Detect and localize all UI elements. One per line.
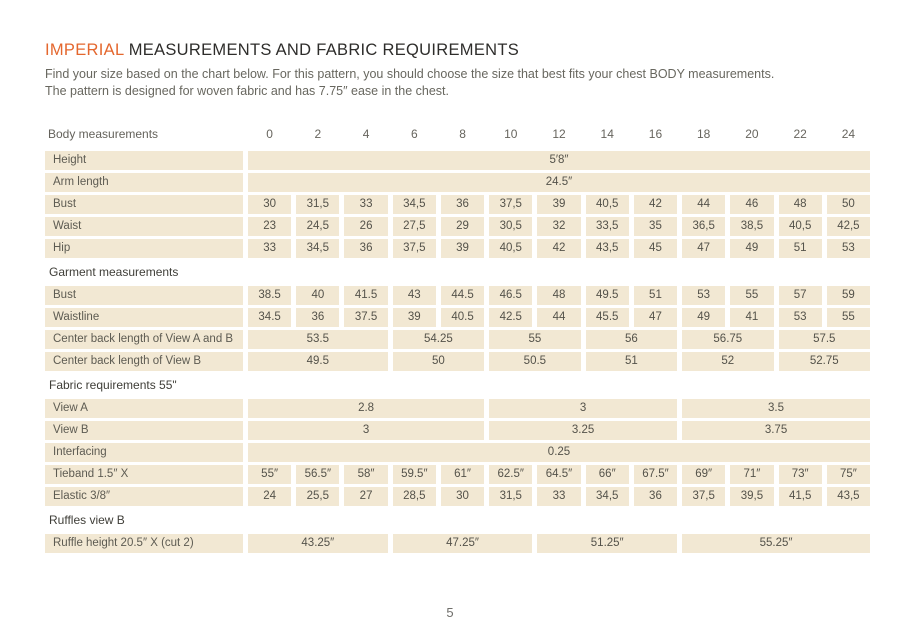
size-column-header: 4 xyxy=(362,127,370,141)
size-column-header: 6 xyxy=(410,127,418,141)
cell-value: 25,5 xyxy=(296,487,339,506)
row-label: View A xyxy=(45,399,243,418)
cell-value: 3 xyxy=(489,399,677,418)
size-column-header: 20 xyxy=(745,127,759,141)
cell-value: 50.5 xyxy=(489,352,580,371)
cell-value: 55 xyxy=(827,308,870,327)
cell-value: 28,5 xyxy=(393,487,436,506)
size-column-header: 12 xyxy=(552,127,566,141)
table-header-row xyxy=(45,124,870,144)
cell-value: 71″ xyxy=(730,465,773,484)
cell-value: 34,5 xyxy=(296,239,339,258)
page-content xyxy=(45,40,870,556)
page-title-rest: MEASUREMENTS AND FABRIC REQUIREMENTS xyxy=(123,41,520,59)
cell-value: 37,5 xyxy=(393,239,436,258)
cell-value: 50 xyxy=(827,195,870,214)
cell-value: 41,5 xyxy=(779,487,822,506)
cell-value: 40,5 xyxy=(489,239,532,258)
cell-value: 34.5 xyxy=(248,308,291,327)
cell-value: 31,5 xyxy=(296,195,339,214)
table-row xyxy=(45,151,870,170)
cell-value: 46.5 xyxy=(489,286,532,305)
size-column-header: 16 xyxy=(648,127,663,141)
cell-value: 54.25 xyxy=(393,330,484,349)
table-row xyxy=(45,217,870,236)
cell-value: 44 xyxy=(537,308,580,327)
size-column-header: 14 xyxy=(600,127,614,141)
cell-value: 42.5 xyxy=(489,308,532,327)
cell-value: 32 xyxy=(537,217,580,236)
cell-value: 59.5″ xyxy=(393,465,436,484)
table-row xyxy=(45,308,870,327)
cell-value: 34,5 xyxy=(393,195,436,214)
table-row xyxy=(45,195,870,214)
cell-value: 37,5 xyxy=(682,487,725,506)
cell-value: 30 xyxy=(441,487,484,506)
cell-value: 3.25 xyxy=(489,421,677,440)
cell-value: 69″ xyxy=(682,465,725,484)
size-column-header: 10 xyxy=(504,127,518,141)
cell-value: 38.5 xyxy=(248,286,291,305)
page-title-accent: IMPERIAL xyxy=(45,41,124,59)
table-header-label: Body measurements xyxy=(48,127,159,141)
cell-value: 39 xyxy=(393,308,436,327)
cell-value: 43,5 xyxy=(586,239,629,258)
cell-value: 56 xyxy=(586,330,677,349)
cell-value: 52.75 xyxy=(779,352,870,371)
cell-value: 23 xyxy=(248,217,291,236)
page-number: 5 xyxy=(446,605,454,620)
cell-value: 39 xyxy=(441,239,484,258)
cell-value: 57 xyxy=(779,286,822,305)
cell-value: 56.75 xyxy=(682,330,773,349)
table-row xyxy=(45,352,870,371)
cell-value: 56.5″ xyxy=(296,465,339,484)
cell-value: 55 xyxy=(489,330,580,349)
cell-value: 53 xyxy=(779,308,822,327)
cell-value: 48 xyxy=(537,286,580,305)
cell-value: 24,5 xyxy=(296,217,339,236)
size-column-header: 24 xyxy=(841,127,856,141)
cell-value: 49 xyxy=(730,239,773,258)
cell-value: 55″ xyxy=(248,465,291,484)
cell-value: 44.5 xyxy=(441,286,484,305)
cell-value: 55 xyxy=(730,286,773,305)
cell-value: 34,5 xyxy=(586,487,629,506)
cell-value: 38,5 xyxy=(730,217,773,236)
cell-value: 51 xyxy=(586,352,677,371)
cell-value: 36,5 xyxy=(682,217,725,236)
table-row xyxy=(45,534,870,553)
cell-value: 49.5 xyxy=(586,286,629,305)
cell-value: 33 xyxy=(537,487,580,506)
cell-value: 5′8″ xyxy=(248,151,870,170)
row-label: Height xyxy=(45,151,243,170)
table-row xyxy=(45,399,870,418)
cell-value: 45 xyxy=(634,239,677,258)
cell-value: 42,5 xyxy=(827,217,870,236)
section-label: Garment measurements xyxy=(49,265,179,279)
size-column-header: 2 xyxy=(314,127,322,141)
measurement-table xyxy=(45,124,870,553)
cell-value: 24 xyxy=(248,487,291,506)
cell-value: 44 xyxy=(682,195,725,214)
cell-value: 40,5 xyxy=(586,195,629,214)
cell-value: 3.5 xyxy=(682,399,870,418)
cell-value: 0.25 xyxy=(248,443,870,462)
page-title xyxy=(45,40,870,60)
cell-value: 33,5 xyxy=(586,217,629,236)
cell-value: 43 xyxy=(393,286,436,305)
cell-value: 39,5 xyxy=(730,487,773,506)
row-label: Waist xyxy=(45,217,243,236)
cell-value: 27 xyxy=(344,487,387,506)
intro-text xyxy=(45,66,870,100)
cell-value: 30 xyxy=(248,195,291,214)
cell-value: 36 xyxy=(344,239,387,258)
table-row xyxy=(45,173,870,192)
size-column-header: 8 xyxy=(459,127,466,141)
row-label: Bust xyxy=(45,286,243,305)
table-row xyxy=(45,443,870,462)
cell-value: 43.25″ xyxy=(248,534,388,553)
cell-value: 40 xyxy=(296,286,339,305)
cell-value: 53 xyxy=(682,286,725,305)
section-label: Fabric requirements 55" xyxy=(49,378,177,392)
cell-value: 33 xyxy=(248,239,291,258)
cell-value: 46 xyxy=(730,195,773,214)
row-label: Interfacing xyxy=(45,443,243,462)
cell-value: 50 xyxy=(393,352,484,371)
cell-value: 52 xyxy=(682,352,773,371)
cell-value: 36 xyxy=(296,308,339,327)
cell-value: 64.5″ xyxy=(537,465,580,484)
cell-value: 40.5 xyxy=(441,308,484,327)
cell-value: 24.5″ xyxy=(248,173,870,192)
cell-value: 55.25″ xyxy=(682,534,870,553)
cell-value: 3.75 xyxy=(682,421,870,440)
row-label: Center back length of View B xyxy=(45,352,243,371)
size-column-header: 22 xyxy=(793,127,807,141)
row-label: Elastic 3/8″ xyxy=(45,487,243,506)
cell-value: 66″ xyxy=(586,465,629,484)
row-label: Bust xyxy=(45,195,243,214)
cell-value: 73″ xyxy=(779,465,822,484)
intro-line-2: The pattern is designed for woven fabric and has 7.75″ ease in the chest. xyxy=(45,84,449,98)
cell-value: 49 xyxy=(682,308,725,327)
cell-value: 36 xyxy=(634,487,677,506)
row-label: Tieband 1.5″ X xyxy=(45,465,243,484)
cell-value: 48 xyxy=(779,195,822,214)
cell-value: 41.5 xyxy=(344,286,387,305)
cell-value: 51 xyxy=(779,239,822,258)
cell-value: 47.25″ xyxy=(393,534,533,553)
cell-value: 43,5 xyxy=(827,487,870,506)
table-row xyxy=(45,239,870,258)
cell-value: 26 xyxy=(344,217,387,236)
intro-line-1: Find your size based on the chart below. For this pattern, you should choose the size that best fits your chest BODY measurements. xyxy=(45,67,775,81)
cell-value: 49.5 xyxy=(248,352,388,371)
cell-value: 31,5 xyxy=(489,487,532,506)
cell-value: 62.5″ xyxy=(489,465,532,484)
table-row xyxy=(45,286,870,305)
cell-value: 47 xyxy=(634,308,677,327)
cell-value: 58″ xyxy=(344,465,387,484)
cell-value: 75″ xyxy=(827,465,870,484)
cell-value: 67.5″ xyxy=(634,465,677,484)
table-row xyxy=(45,421,870,440)
cell-value: 37.5 xyxy=(344,308,387,327)
size-column-header: 18 xyxy=(697,127,711,141)
cell-value: 41 xyxy=(730,308,773,327)
row-label: Hip xyxy=(45,239,243,258)
cell-value: 40,5 xyxy=(779,217,822,236)
cell-value: 59 xyxy=(827,286,870,305)
cell-value: 53 xyxy=(827,239,870,258)
section-label: Ruffles view B xyxy=(49,513,125,527)
size-column-header: 0 xyxy=(266,127,273,141)
cell-value: 42 xyxy=(634,195,677,214)
cell-value: 3 xyxy=(248,421,484,440)
cell-value: 35 xyxy=(634,217,677,236)
cell-value: 27,5 xyxy=(393,217,436,236)
table-row xyxy=(45,487,870,506)
cell-value: 51.25″ xyxy=(537,534,677,553)
row-label: View B xyxy=(45,421,243,440)
cell-value: 53.5 xyxy=(248,330,388,349)
cell-value: 33 xyxy=(344,195,387,214)
cell-value: 51 xyxy=(634,286,677,305)
cell-value: 36 xyxy=(441,195,484,214)
cell-value: 42 xyxy=(537,239,580,258)
row-label: Center back length of View A and B xyxy=(45,330,243,349)
row-label: Arm length xyxy=(45,173,243,192)
cell-value: 61″ xyxy=(441,465,484,484)
cell-value: 57.5 xyxy=(779,330,870,349)
cell-value: 30,5 xyxy=(489,217,532,236)
cell-value: 47 xyxy=(682,239,725,258)
cell-value: 37,5 xyxy=(489,195,532,214)
cell-value: 39 xyxy=(537,195,580,214)
table-row xyxy=(45,465,870,484)
table-row xyxy=(45,330,870,349)
cell-value: 45.5 xyxy=(586,308,629,327)
row-label: Waistline xyxy=(45,308,243,327)
cell-value: 29 xyxy=(441,217,484,236)
row-label: Ruffle height 20.5″ X (cut 2) xyxy=(45,534,243,553)
cell-value: 2.8 xyxy=(248,399,484,418)
